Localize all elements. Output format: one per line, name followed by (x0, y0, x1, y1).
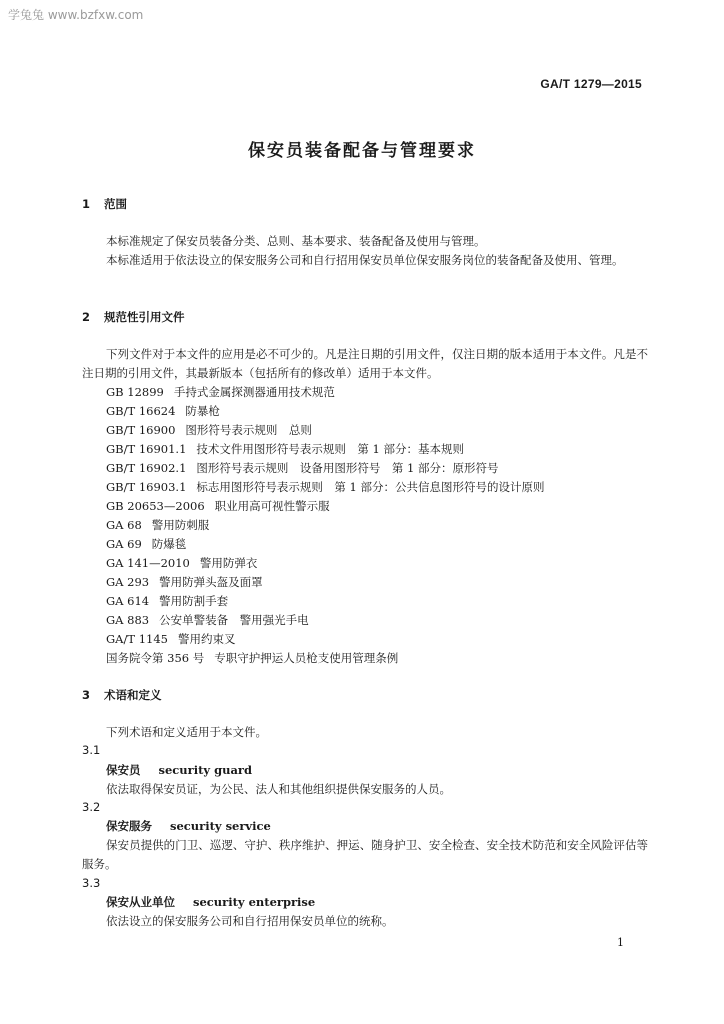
term-definition: 依法设立的保安服务公司和自行招用保安员单位的统称。 (106, 914, 394, 928)
term-zh: 保安员 (106, 763, 141, 777)
term-name (106, 762, 252, 778)
reference-name: 警用防弹衣 (199, 556, 258, 570)
reference-name: 警用防割手套 (159, 594, 229, 608)
section-title: 规范性引用文件 (104, 310, 185, 324)
section-2-heading (82, 309, 185, 325)
reference-item (106, 573, 263, 592)
reference-item (106, 402, 220, 421)
term-zh: 保安从业单位 (106, 895, 175, 909)
term-definition: 保安员提供的门卫、巡逻、守护、秩序维护、押运、随身护卫、安全检查、安全技术防范和安全风险评估等服务。 (82, 838, 648, 871)
reference-code: GA 614 (106, 594, 150, 608)
reference-code: GB/T 16903.1 (106, 480, 187, 494)
section-title: 范围 (104, 197, 127, 211)
reference-item (106, 440, 464, 459)
reference-code: GA 141—2010 (106, 556, 190, 570)
reference-item (106, 516, 209, 535)
standard-code: GA/T 1279—2015 (540, 77, 642, 91)
term-en: security guard (158, 763, 253, 777)
reference-code: GB/T 16900 (106, 423, 176, 437)
section-number: 2 (82, 310, 91, 324)
paragraph: 下列文件对于本文件的应用是必不可少的。凡是注日期的引用文件，仅注日期的版本适用于本文件。凡是不注日期的引用文件，其最新版本（包括所有的修改单）适用于本文件。 (82, 347, 648, 380)
reference-name: 防暴枪 (185, 404, 220, 418)
reference-item (106, 459, 499, 478)
term-zh: 保安服务 (106, 819, 152, 833)
reference-name: 警用防弹头盔及面罩 (159, 575, 263, 589)
reference-code: GA 68 (106, 518, 142, 532)
paragraph: 下列术语和定义适用于本文件。 (106, 725, 267, 739)
reference-name: 公安单警装备 警用强光手电 (159, 613, 309, 627)
reference-code: GA 293 (106, 575, 150, 589)
reference-name: 技术文件用图形符号表示规则 第 1 部分：基本规则 (196, 442, 465, 456)
reference-item (106, 611, 309, 630)
reference-name: 图形符号表示规则 设备用图形符号 第 1 部分：原形符号 (196, 461, 499, 475)
term-name (106, 894, 315, 910)
reference-item (106, 497, 330, 516)
reference-name: 警用防刺服 (151, 518, 210, 532)
watermark: 学兔兔 www.bzfxw.com (8, 8, 144, 22)
reference-item (106, 383, 335, 402)
term-number: 3.2 (82, 800, 101, 814)
reference-code: GA 69 (106, 537, 142, 551)
term-number: 3.1 (82, 743, 101, 757)
reference-name: 手持式金属探测器通用技术规范 (173, 385, 335, 399)
term-name (106, 818, 271, 834)
section-number: 3 (82, 688, 91, 702)
section-3-heading (82, 687, 162, 703)
reference-name: 职业用高可视性警示服 (214, 499, 330, 513)
reference-name: 标志用图形符号表示规则 第 1 部分：公共信息图形符号的设计原则 (196, 480, 545, 494)
page-number: 1 (617, 936, 624, 949)
section-title: 术语和定义 (104, 688, 162, 702)
paragraph: 本标准规定了保安员装备分类、总则、基本要求、装备配备及使用与管理。 (106, 234, 486, 248)
paragraph: 本标准适用于依法设立的保安服务公司和自行招用保安员单位保安服务岗位的装备配备及使用、管理。 (106, 253, 624, 267)
reference-item (106, 554, 257, 573)
reference-name: 警用约束叉 (177, 632, 236, 646)
reference-item (106, 649, 398, 668)
reference-code: GB/T 16624 (106, 404, 176, 418)
reference-code: 国务院令第 356 号 (106, 651, 205, 665)
section-number: 1 (82, 197, 91, 211)
reference-name: 图形符号表示规则 总则 (185, 423, 312, 437)
term-definition: 依法取得保安员证，为公民、法人和其他组织提供保安服务的人员。 (106, 782, 451, 796)
reference-item (106, 421, 312, 440)
reference-code: GA 883 (106, 613, 150, 627)
term-number: 3.3 (82, 876, 101, 890)
reference-item (106, 630, 235, 649)
reference-code: GB 20653—2006 (106, 499, 205, 513)
reference-code: GB/T 16901.1 (106, 442, 187, 456)
reference-item (106, 592, 228, 611)
term-en: security enterprise (193, 895, 316, 909)
reference-code: GB/T 16902.1 (106, 461, 187, 475)
section-1-heading (82, 196, 127, 212)
reference-code: GA/T 1145 (106, 632, 168, 646)
reference-code: GB 12899 (106, 385, 164, 399)
page-title: 保安员装备配备与管理要求 (248, 141, 476, 161)
reference-name: 防爆毯 (151, 537, 187, 551)
reference-name: 专职守护押运人员枪支使用管理条例 (214, 651, 399, 665)
term-en: security service (170, 819, 271, 833)
reference-item (106, 478, 545, 497)
reference-item (106, 535, 186, 554)
